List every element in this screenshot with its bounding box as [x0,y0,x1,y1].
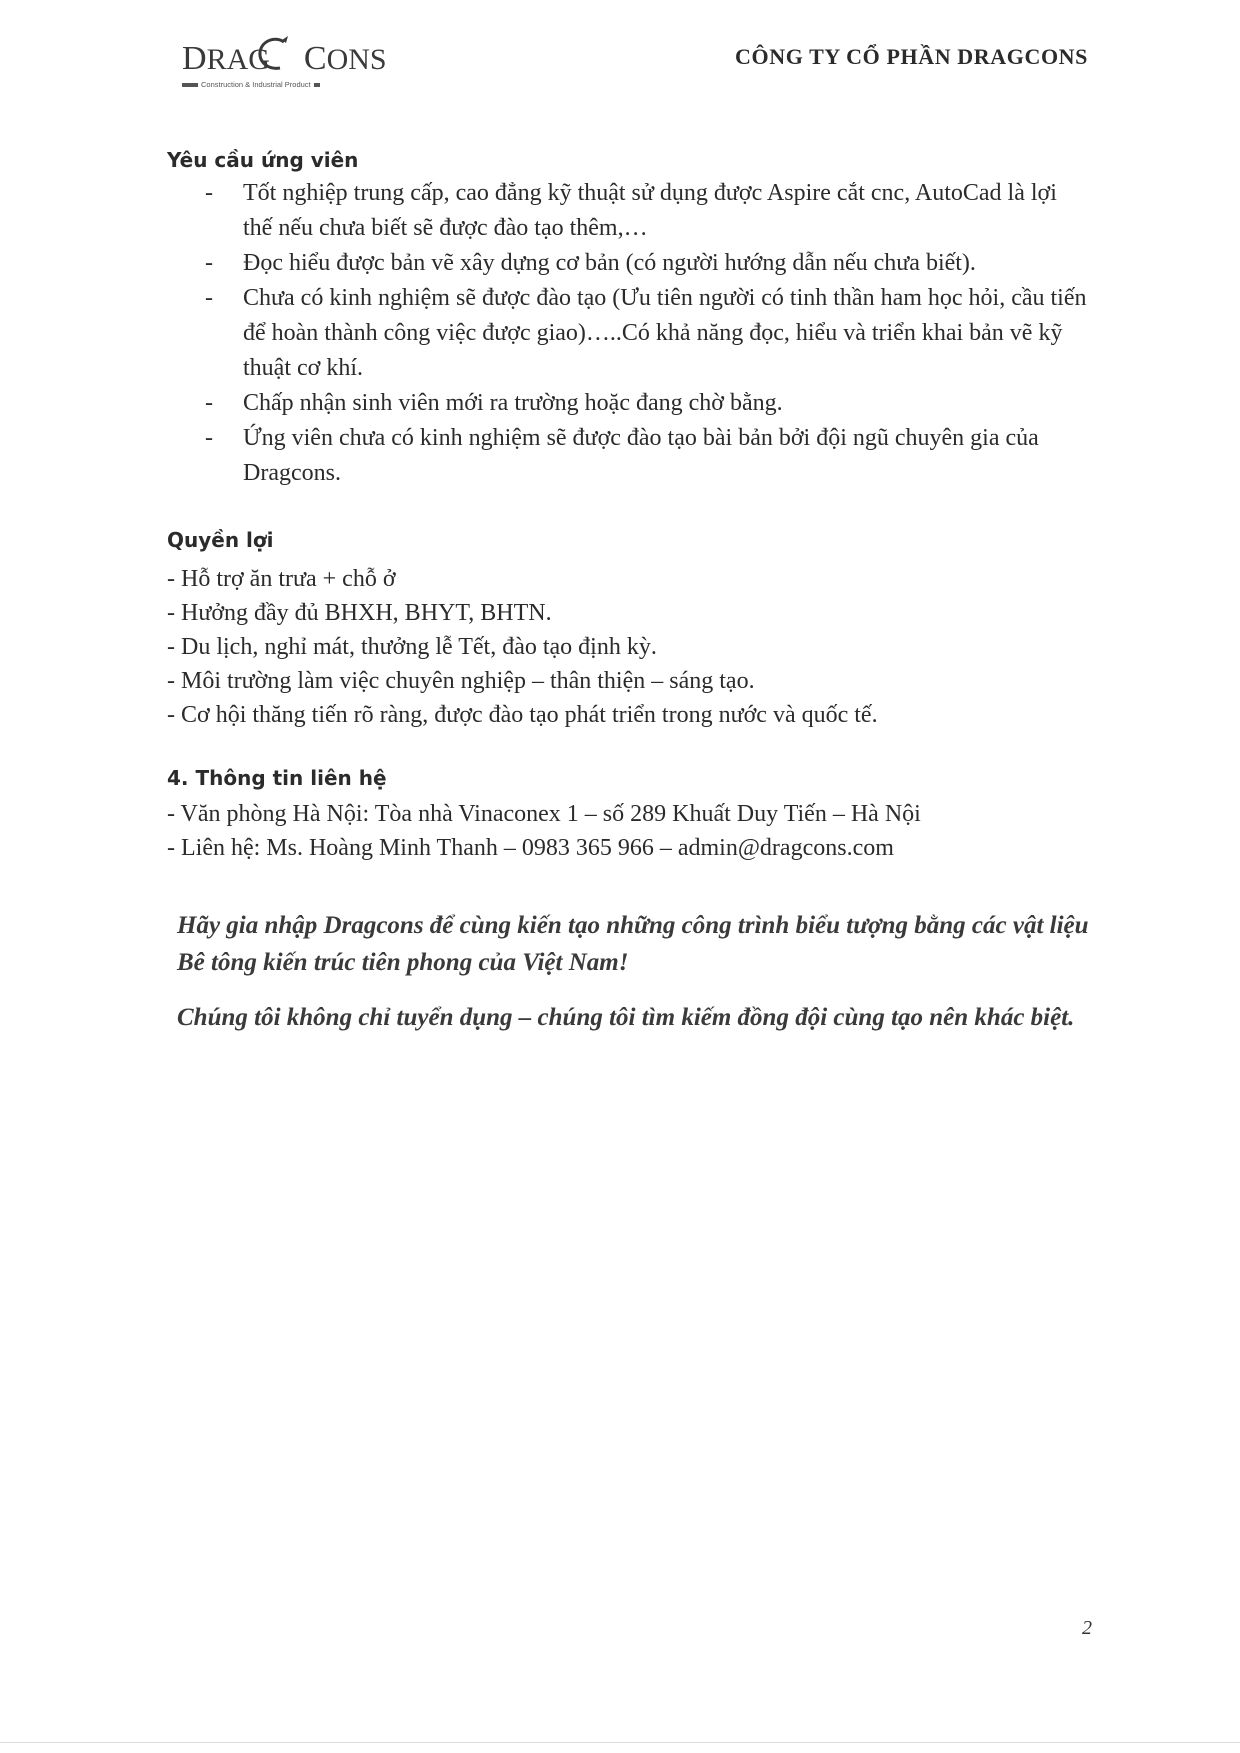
closing-statement: Hãy gia nhập Dragcons để cùng kiến tạo những công trình biểu tượng bằng các vật liệu Bê tông kiến trúc tiên phong của Việt Nam! [177,912,1089,976]
list-item: - Hưởng đầy đủ BHXH, BHYT, BHTN. [167,600,552,626]
list-item: - Liên hệ: Ms. Hoàng Minh Thanh – 0983 365 966 – admin@dragcons.com [167,835,894,861]
benefits-list [167,562,1087,732]
contact-list [167,797,1087,865]
dragon-icon [254,34,294,74]
company-name: CÔNG TY CỔ PHẦN DRAGCONS [735,44,1088,69]
list-item: - Chưa có kinh nghiệm sẽ được đào tạo (Ưu tiên người có tinh thần ham học hỏi, cầu tiến để hoàn thành công việc được giao)…..Có khả năng đọc, hiểu và triển khai bản vẽ kỹ thuật cơ khí. [205,285,1087,381]
list-item: - Tốt nghiệp trung cấp, cao đẳng kỹ thuật sử dụng được Aspire cắt cnc, AutoCad là lợi thế nếu chưa biết sẽ được đào tạo thêm,… [205,180,1057,241]
dragcons-logo [182,34,387,94]
page-bottom-edge [0,1742,1240,1743]
requirements-heading: Yêu cầu ứng viên [167,148,359,172]
list-item: - Ứng viên chưa có kinh nghiệm sẽ được đào tạo bài bản bởi đội ngũ chuyên gia của Dragcons. [205,425,1039,486]
logo-wordmark: DRAG CONS [182,40,387,77]
list-item: - Chấp nhận sinh viên mới ra trường hoặc đang chờ bằng. [205,390,783,416]
list-item: - Hỗ trợ ăn trưa + chỗ ở [167,566,396,592]
list-item: - Cơ hội thăng tiến rõ ràng, được đào tạo phát triển trong nước và quốc tế. [167,702,878,728]
requirements-list [167,176,1087,491]
list-item: - Văn phòng Hà Nội: Tòa nhà Vinaconex 1 – số 289 Khuất Duy Tiến – Hà Nội [167,801,921,827]
list-item: - Đọc hiểu được bản vẽ xây dựng cơ bản (có người hướng dẫn nếu chưa biết). [205,250,976,276]
logo-tagline: Construction & Industrial Product [182,80,320,89]
list-item: - Du lịch, nghỉ mát, thưởng lễ Tết, đào tạo định kỳ. [167,634,657,660]
closing-tagline: Chúng tôi không chỉ tuyển dụng – chúng tôi tìm kiếm đồng đội cùng tạo nên khác biệt. [177,1004,1075,1031]
page-number: 2 [1082,1617,1092,1639]
contact-heading: 4. Thông tin liên hệ [167,766,387,790]
list-item: - Môi trường làm việc chuyên nghiệp – thân thiện – sáng tạo. [167,668,755,694]
benefits-heading: Quyền lợi [167,528,274,552]
